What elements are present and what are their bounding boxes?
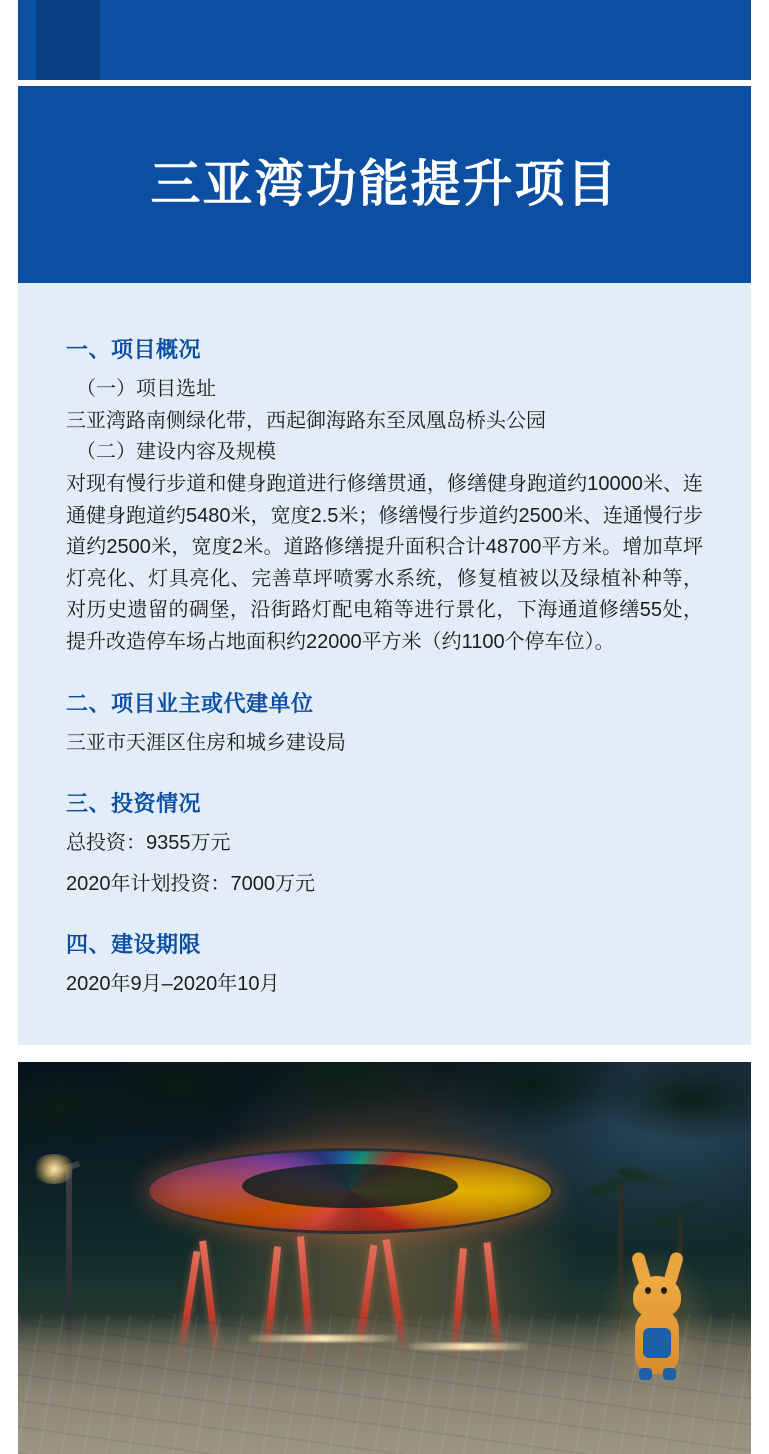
section-1-subheading-site: （一）项目选址: [76, 378, 216, 400]
top-decoration-bar-accent: [36, 0, 100, 80]
section-owner-unit: [66, 687, 703, 759]
section-project-overview: [66, 333, 703, 659]
section-4-text: 2020年9月–2020年10月: [66, 972, 280, 995]
photo-ground-light-strip: [408, 1343, 528, 1350]
photo-street-lamp-glow: [32, 1154, 76, 1184]
section-2-text: 三亚市天涯区住房和城乡建设局: [66, 731, 346, 754]
photo-mascot-leg: [663, 1368, 676, 1380]
photo-mascot-leg: [639, 1368, 652, 1380]
project-photo: [18, 1062, 751, 1454]
section-1-heading: 一、项目概况: [66, 337, 202, 362]
section-3-planned-investment: 2020年计划投资：7000万元: [66, 872, 315, 895]
section-investment: [66, 787, 703, 900]
title-banner: [18, 86, 751, 283]
photo-mascot-bib: [643, 1328, 671, 1358]
content-panel: [18, 283, 751, 1045]
section-1-site-text: 三亚湾路南侧绿化带，西起御海路东至凤凰岛桥头公园: [66, 410, 546, 432]
photo-mascot-eye: [661, 1287, 667, 1294]
page-title: 三亚湾功能提升项目: [150, 156, 619, 212]
section-schedule: [66, 928, 703, 1000]
photo-mascot-eye: [645, 1287, 651, 1294]
section-1-scope-text: 对现有慢行步道和健身跑道进行修缮贯通，修缮健身跑道约10000米、连通健身跑道约5480米，宽度2.5米；修缮慢行步道约2500米、连通慢行步道约2500米，宽度2米。道路修缮提升面积合计48700平方米。增加草坪灯亮化、灯具亮化、完善草坪喷雾水系统，修复植被以及绿植补种等，对历史遗留的碉堡，沿街路灯配电箱等进行景化，下海通道修缮55处，提升改造停车场占地面积约22000平方米（约1100个停车位）。: [66, 473, 703, 653]
top-decoration-bar: [18, 0, 751, 80]
section-3-total-investment: 总投资：9355万元: [66, 831, 231, 854]
section-2-heading: 二、项目业主或代建单位: [66, 690, 314, 716]
section-3-heading: 三、投资情况: [66, 790, 202, 816]
section-4-heading: 四、建设期限: [66, 931, 202, 957]
section-1-subheading-scope: （二）建设内容及规模: [76, 441, 276, 463]
photo-ground-light-strip: [248, 1335, 398, 1342]
photo-mascot-figure: [623, 1252, 697, 1380]
photo-scene: [18, 1062, 751, 1454]
